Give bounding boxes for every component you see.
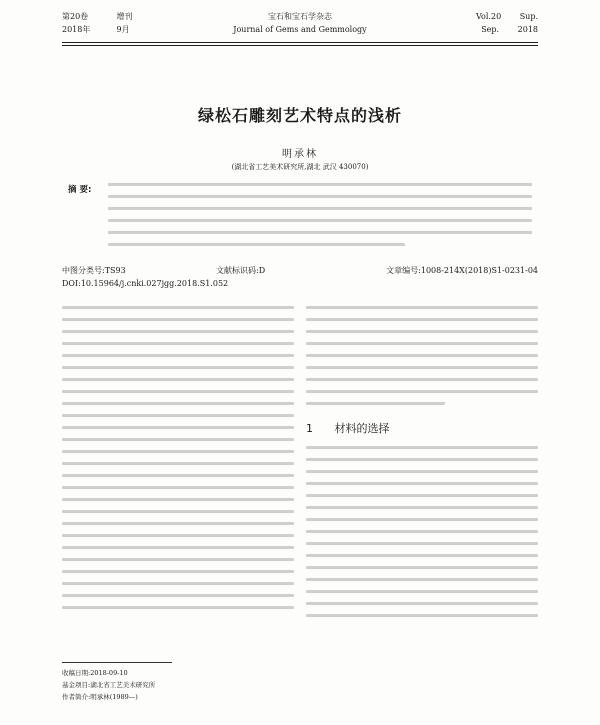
- abstract-label: 摘 要:: [68, 185, 92, 195]
- doi: DOI:10.15964/j.cnki.027jgg.2018.S1.052: [62, 279, 229, 288]
- body-line: [62, 558, 294, 561]
- body-line: [306, 482, 538, 485]
- body-line: [62, 594, 294, 597]
- body-column-right-lower: [306, 446, 538, 626]
- volume-en: Vol.20: [476, 12, 502, 21]
- footnotes: [62, 667, 538, 703]
- body-line: [62, 546, 294, 549]
- article-number: 文章编号:1008-214X(2018)S1-0231-04: [386, 266, 538, 275]
- body-line: [62, 330, 294, 333]
- body-line: [62, 318, 294, 321]
- body-line: [306, 390, 538, 393]
- section-title: 材料的选择: [334, 422, 390, 435]
- section-heading: [306, 420, 390, 436]
- body-line: [62, 474, 294, 477]
- abstract-line: [108, 231, 532, 234]
- body-line: [62, 606, 294, 609]
- body-column-right: [306, 306, 538, 414]
- supplement-cn: 增刊: [116, 12, 133, 21]
- body-line: [62, 450, 294, 453]
- footnote-received: 收稿日期:2018-09-10: [62, 669, 128, 677]
- body-line: [62, 306, 294, 309]
- body-line: [62, 510, 294, 513]
- masthead-rule: [62, 42, 538, 43]
- abstract-line: [108, 219, 532, 222]
- document-code: 文献标识码:D: [216, 266, 266, 275]
- month-en: Sep.: [481, 25, 500, 34]
- footnote-author-bio: 作者简介:明承林(1989—): [62, 693, 138, 701]
- abstract-line: [108, 183, 532, 186]
- body-line: [62, 498, 294, 501]
- body-line: [306, 330, 538, 333]
- month-cn: 9月: [116, 25, 130, 34]
- paper-title: 绿松石雕刻艺术特点的浅析: [197, 106, 402, 125]
- abstract-placeholder: [108, 183, 532, 255]
- body-line: [62, 462, 294, 465]
- body-line: [306, 602, 538, 605]
- body-line: [306, 318, 538, 321]
- body-line: [306, 578, 538, 581]
- body-line: [62, 390, 294, 393]
- body-line: [306, 402, 445, 405]
- body-line: [306, 518, 538, 521]
- body-line: [306, 530, 538, 533]
- body-line: [306, 590, 538, 593]
- year-cn: 2018年: [62, 25, 91, 34]
- body-line: [62, 570, 294, 573]
- body-right-placeholder-bottom: [306, 446, 538, 617]
- masthead: [62, 10, 538, 46]
- body-line: [62, 522, 294, 525]
- body-line: [306, 354, 538, 357]
- clc-number: 中图分类号:TS93: [62, 266, 126, 275]
- body-line: [62, 426, 294, 429]
- body-line: [62, 534, 294, 537]
- body-column-left: [62, 306, 294, 618]
- body-line: [306, 342, 538, 345]
- masthead-rule-thin: [62, 45, 538, 46]
- body-line: [306, 554, 538, 557]
- body-line: [306, 446, 538, 449]
- body-line: [306, 366, 538, 369]
- abstract-line: [108, 243, 405, 246]
- supplement-en: Sup.: [519, 12, 538, 21]
- body-line: [306, 494, 538, 497]
- volume-cn: 第20卷: [62, 12, 89, 21]
- body-line: [62, 486, 294, 489]
- body-line: [306, 378, 538, 381]
- body-line: [62, 366, 294, 369]
- body-line: [306, 542, 538, 545]
- masthead-center: [62, 10, 538, 36]
- body-line: [62, 438, 294, 441]
- body-line: [306, 306, 538, 309]
- body-right-placeholder-top: [306, 306, 538, 405]
- body-line: [306, 470, 538, 473]
- body-line: [306, 614, 538, 617]
- body-line: [62, 342, 294, 345]
- body-line: [306, 566, 538, 569]
- author-name: 明承林: [282, 149, 318, 160]
- author-affiliation: (湖北省工艺美术研究所,湖北 武汉 430070): [231, 163, 369, 171]
- body-line: [62, 582, 294, 585]
- footnote-fund: 基金项目:湖北省工艺美术研究所: [62, 681, 156, 689]
- abstract-line: [108, 207, 532, 210]
- body-line: [306, 506, 538, 509]
- footnote-rule: [62, 662, 172, 663]
- journal-name-cn: 宝石和宝石学杂志: [268, 12, 332, 21]
- section-number: 1: [306, 422, 313, 435]
- body-line: [306, 458, 538, 461]
- abstract-line: [108, 195, 532, 198]
- body-line: [62, 354, 294, 357]
- year-en: 2018: [517, 25, 538, 34]
- body-left-placeholder: [62, 306, 294, 609]
- body-line: [62, 402, 294, 405]
- journal-name-en: Journal of Gems and Gemmology: [233, 25, 367, 34]
- body-line: [62, 414, 294, 417]
- masthead-right: [476, 10, 538, 36]
- body-line: [62, 378, 294, 381]
